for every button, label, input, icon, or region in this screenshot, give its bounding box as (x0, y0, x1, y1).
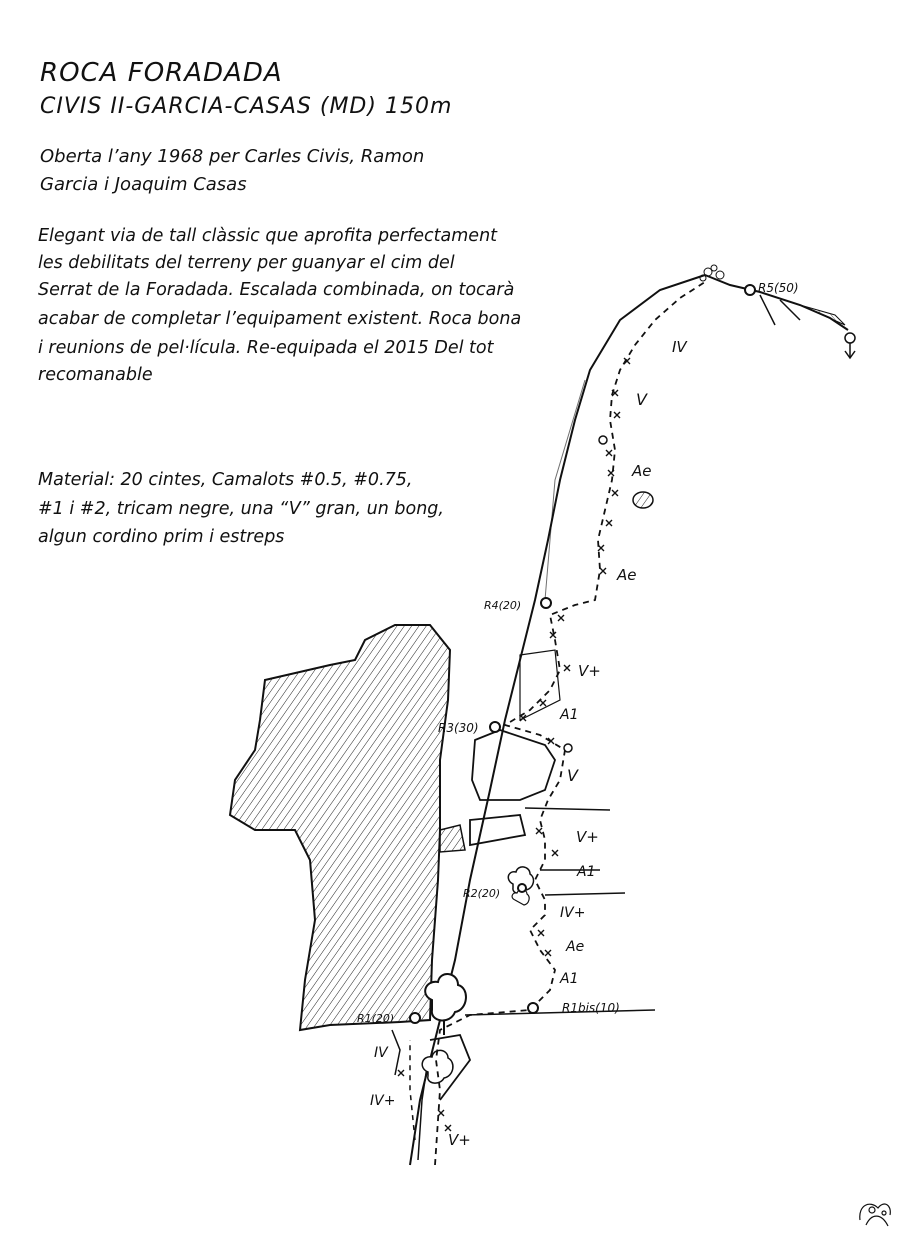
grade-label: IV (374, 1045, 388, 1061)
grade-label: A1 (577, 864, 596, 880)
belay-icon (599, 436, 607, 444)
grade-label: IV (672, 338, 687, 356)
description-line: Serrat de la Foradada. Escalada combinada, on tocarà (38, 280, 515, 300)
material-line: algun cordino prim i estreps (38, 527, 285, 547)
grade-label: V+ (578, 662, 601, 680)
route-name-subtitle: CIVIS II-GARCIA-CASAS (MD) 150m (40, 94, 453, 119)
grade-label: IV+ (370, 1093, 396, 1109)
belay-r5-icon (745, 285, 755, 295)
route-area-title: ROCA FORADADA (40, 58, 283, 88)
description-line: les debilitats del terreny per guanyar el cim del (38, 253, 455, 273)
description-line: acabar de completar l’equipament existent. Roca bona (38, 309, 522, 329)
grade-label: Ae (566, 939, 585, 955)
grade-label: IV+ (560, 905, 586, 921)
grade-label: V+ (448, 1131, 471, 1149)
opened-by-line-2: Garcia i Joaquim Casas (40, 174, 247, 195)
belay-r2-icon (518, 884, 526, 892)
belay-label-r1: R1(20) (357, 1012, 395, 1025)
belay-label-r2: R2(20) (463, 887, 501, 900)
description-line: Elegant via de tall clàssic que aprofita perfectament (38, 226, 498, 246)
tree-icon (422, 1050, 453, 1083)
grade-label: A1 (560, 971, 579, 987)
grade-label: V+ (576, 828, 599, 846)
ledge-block (472, 730, 555, 800)
ledge-block (440, 825, 465, 852)
belay-label-r4: R4(20) (484, 599, 522, 612)
grade-label: Ae (632, 462, 652, 480)
cliff-outline (410, 275, 705, 1165)
opened-by-line-1: Oberta l’any 1968 per Carles Civis, Ramon (40, 146, 425, 167)
rock-hole (633, 492, 653, 508)
material-line: #1 i #2, tricam negre, una “V” gran, un bong, (38, 499, 444, 519)
material-line: Material: 20 cintes, Camalots #0.5, #0.75, (38, 470, 413, 490)
grade-label: V (567, 766, 578, 785)
belay-r4-icon (541, 598, 551, 608)
description-line: recomanable (38, 365, 153, 385)
belay-r3-icon (490, 722, 500, 732)
grade-label: A1 (560, 707, 579, 723)
belay-label-r5: R5(50) (758, 281, 799, 295)
belay-r1bis-icon (528, 1003, 538, 1013)
grade-label: Ae (617, 566, 637, 584)
belay-r1-icon (410, 1013, 420, 1023)
belay-label-r3: R3(30) (438, 721, 479, 735)
belay-label-r1bis: R1bis(10) (562, 1001, 620, 1015)
belay-icon (564, 744, 572, 752)
author-signature-icon (860, 1204, 891, 1226)
tree-icon (425, 974, 466, 1035)
grade-label: V (636, 390, 647, 409)
descent-arrow-icon (845, 333, 855, 358)
rock-pillar (230, 625, 450, 1030)
description-line: i reunions de pel·lícula. Re-equipada el 2015 Del tot (38, 338, 494, 358)
cliff-inner-line (545, 380, 585, 600)
